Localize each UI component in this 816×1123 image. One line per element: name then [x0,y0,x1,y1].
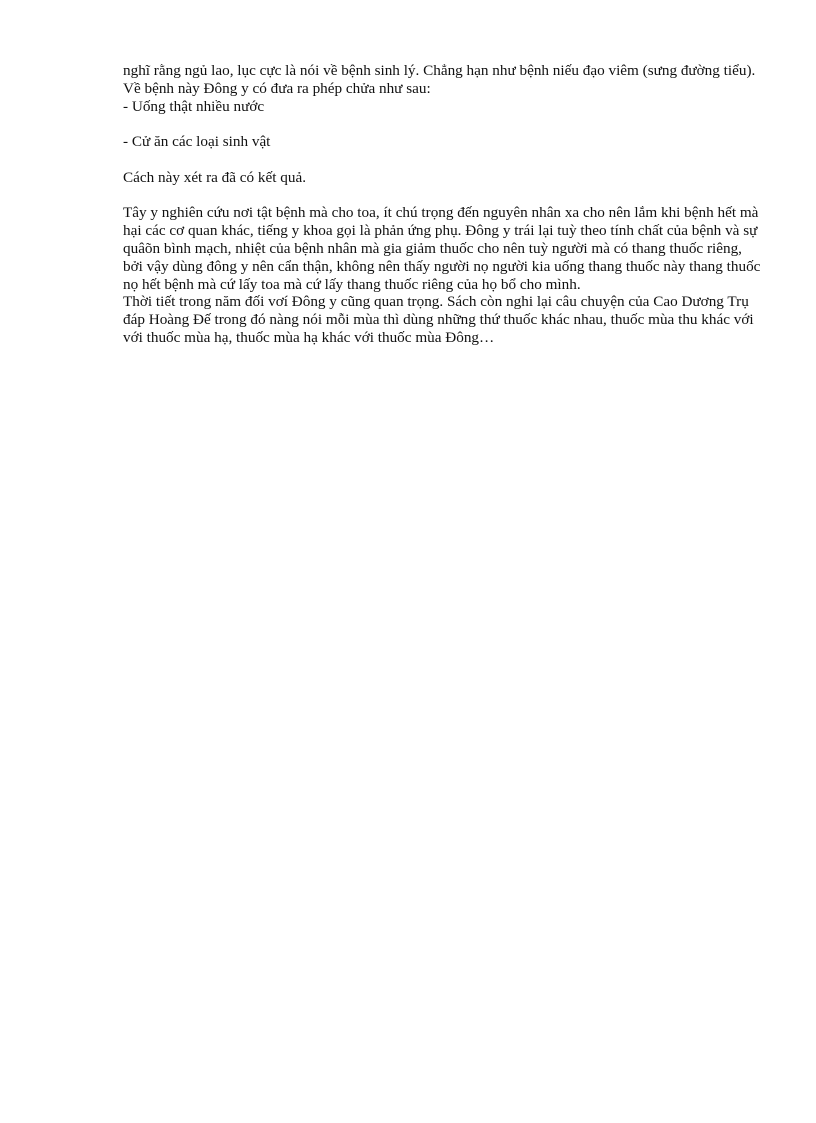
paragraph-spacer [123,151,763,169]
paragraph-western-vs-eastern: Tây y nghiên cứu nơi tật bệnh mà cho toa, ít chú trọng đến nguyên nhân xa cho nên lắm khi bệnh hết mà hại các cơ quan khác, tiếng y khoa gọi là phản ứng phụ. Đông y trái lại tuỳ theo tính chất của bệnh và sự quâõn bình mạch, nhiệt của bệnh nhân mà gia giảm thuốc cho nên tuỳ người mà có thang thuốc riêng, bởi vậy dùng đông y nên cẩn thận, không nên thấy người nọ người kia uống thang thuốc này thang thuốc nọ hết bệnh mà cứ lấy toa mà cứ lấy thang thuốc riêng của họ bổ cho mình. [123,204,761,293]
document-body [123,62,763,347]
list-item-drink-water: - Uống thật nhiều nước [123,97,265,115]
paragraph-urethritis: nghĩ rằng ngủ lao, lục cực là nói về bệnh sinh lý. Chẳng hạn như bệnh niếu đạo viêm (sưng đường tiểu). Về bệnh này Đông y có đưa ra phép chửa như sau: [123,62,756,97]
paragraph-spacer [123,187,763,205]
paragraph-seasons: Thời tiết trong năm đối vơí Đông y cũng quan trọng. Sách còn nghi lại câu chuyện của Cao Dương Trụ đáp Hoàng Đế trong đó nàng nói mỗi mùa thì dùng những thứ thuốc khác nhau, thuốc mùa thu khác với với thuốc mùa hạ, thuốc mùa hạ khác với thuốc mùa Đông… [123,293,754,346]
paragraph-result: Cách này xét ra đã có kết quả. [123,168,307,186]
paragraph-spacer [123,115,763,133]
list-item-avoid-food: - Cử ăn các loại sinh vật [123,133,271,151]
